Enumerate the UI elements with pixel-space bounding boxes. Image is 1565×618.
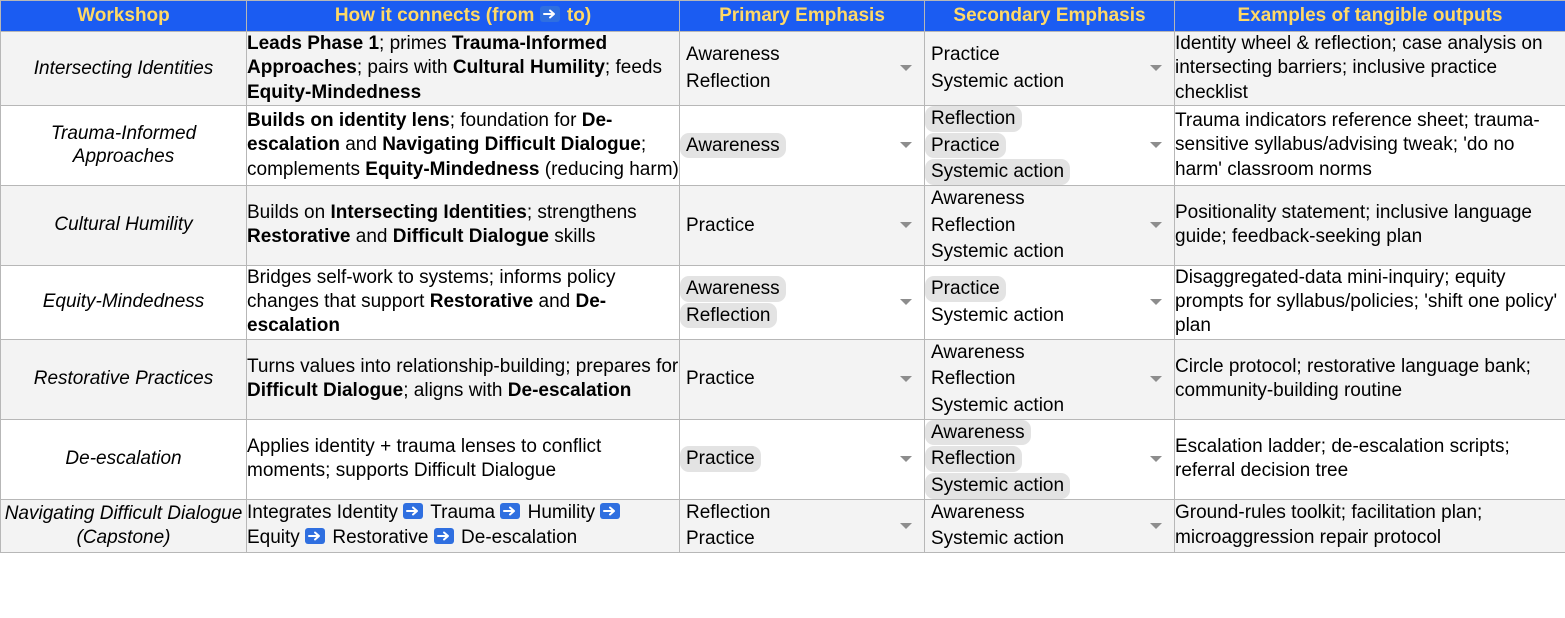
secondary-chip: Awareness [931, 341, 1025, 363]
secondary-chip: Systemic action [931, 304, 1065, 326]
cell-tangible-outputs: Escalation ladder; de-escalation scripts; referral decision tree [1175, 419, 1565, 499]
secondary-chip: Awareness [931, 187, 1025, 209]
column-header-how-it-connects-label: How it connects (from to) [334, 5, 592, 26]
primary-chip: Reflection [686, 501, 771, 523]
cell-primary-emphasis[interactable] [680, 105, 925, 185]
secondary-chip-list [925, 276, 1174, 328]
primary-chip: Practice [680, 446, 761, 472]
primary-chip-list [680, 213, 924, 239]
table-header [1, 1, 1565, 32]
secondary-chip: Awareness [931, 501, 1025, 523]
secondary-chip: Systemic action [925, 159, 1070, 185]
right-arrow-icon [403, 502, 425, 521]
column-header-examples-outputs: Examples of tangible outputs [1175, 1, 1565, 32]
cell-how-it-connects: Leads Phase 1; primes Trauma-Informed Approaches; pairs with Cultural Humility; feeds Equity-Mindedness [247, 32, 680, 106]
primary-chip-list [680, 446, 924, 472]
cell-workshop-name: Trauma-Informed Approaches [1, 105, 247, 185]
cell-primary-emphasis[interactable] [680, 185, 925, 265]
chevron-down-icon[interactable] [900, 523, 912, 529]
chevron-down-icon[interactable] [900, 299, 912, 305]
cell-secondary-emphasis[interactable] [925, 265, 1175, 339]
secondary-chip: Systemic action [931, 241, 1065, 263]
cell-secondary-emphasis[interactable] [925, 185, 1175, 265]
cell-secondary-emphasis[interactable] [925, 419, 1175, 499]
cell-tangible-outputs: Circle protocol; restorative language bank; community-building routine [1175, 339, 1565, 419]
primary-chip-list [680, 500, 924, 552]
header-row [1, 1, 1565, 32]
cell-tangible-outputs: Positionality statement; inclusive language guide; feedback-seeking plan [1175, 185, 1565, 265]
cell-primary-emphasis[interactable] [680, 419, 925, 499]
cell-primary-emphasis[interactable] [680, 339, 925, 419]
primary-chip: Practice [686, 368, 755, 390]
cell-how-it-connects: Builds on identity lens; foundation for De-escalation and Navigating Difficult Dialogue; complements Equity-Mindedness (reducing harm) [247, 105, 680, 185]
cell-tangible-outputs: Trauma indicators reference sheet; trauma-sensitive syllabus/advising tweak; 'do no harm' classroom norms [1175, 105, 1565, 185]
chevron-down-icon[interactable] [1150, 299, 1162, 305]
cell-secondary-emphasis[interactable] [925, 105, 1175, 185]
secondary-chip-list [925, 42, 1174, 94]
primary-chip-list [680, 366, 924, 392]
secondary-chip-list [925, 106, 1174, 185]
secondary-chip-list [925, 420, 1174, 499]
cell-primary-emphasis[interactable] [680, 265, 925, 339]
chevron-down-icon[interactable] [900, 376, 912, 382]
column-header-workshop: Workshop [1, 1, 247, 32]
primary-chip: Practice [686, 214, 755, 236]
chevron-down-icon[interactable] [1150, 65, 1162, 71]
cell-workshop-name: Intersecting Identities [1, 32, 247, 106]
secondary-chip: Practice [925, 276, 1006, 302]
table-row [1, 339, 1565, 419]
primary-chip: Reflection [686, 70, 771, 92]
primary-chip-list [680, 133, 924, 159]
cell-workshop-name: Cultural Humility [1, 185, 247, 265]
secondary-chip: Practice [931, 44, 1000, 66]
table-row [1, 105, 1565, 185]
secondary-chip: Systemic action [931, 528, 1065, 550]
cell-tangible-outputs: Ground-rules toolkit; facilitation plan; microaggression repair protocol [1175, 499, 1565, 552]
secondary-chip: Reflection [931, 368, 1016, 390]
column-header-secondary-emphasis: Secondary Emphasis [925, 1, 1175, 32]
table-row [1, 419, 1565, 499]
column-header-how-it-connects [247, 1, 680, 32]
secondary-chip-list [925, 500, 1174, 552]
cell-secondary-emphasis[interactable] [925, 339, 1175, 419]
primary-chip: Practice [686, 528, 755, 550]
secondary-chip: Awareness [925, 420, 1031, 446]
secondary-chip: Practice [925, 133, 1006, 159]
primary-chip: Awareness [686, 44, 780, 66]
chevron-down-icon[interactable] [1150, 376, 1162, 382]
right-arrow-icon [500, 502, 522, 521]
secondary-chip-list [925, 340, 1174, 419]
cell-how-it-connects: Applies identity + trauma lenses to conflict moments; supports Difficult Dialogue [247, 419, 680, 499]
secondary-chip: Reflection [925, 106, 1022, 132]
column-header-primary-emphasis: Primary Emphasis [680, 1, 925, 32]
cell-primary-emphasis[interactable] [680, 32, 925, 106]
secondary-chip: Reflection [925, 446, 1022, 472]
chevron-down-icon[interactable] [1150, 222, 1162, 228]
right-arrow-icon [600, 502, 622, 521]
primary-chip: Reflection [680, 303, 777, 329]
cell-secondary-emphasis[interactable] [925, 32, 1175, 106]
cell-primary-emphasis[interactable] [680, 499, 925, 552]
secondary-chip: Systemic action [931, 395, 1065, 416]
primary-chip: Awareness [680, 276, 786, 302]
right-arrow-icon [305, 527, 327, 546]
primary-chip-list [680, 276, 924, 328]
table-body [1, 32, 1565, 553]
chevron-down-icon[interactable] [900, 142, 912, 148]
secondary-chip-list [925, 186, 1174, 265]
cell-secondary-emphasis[interactable] [925, 499, 1175, 552]
chevron-down-icon[interactable] [900, 456, 912, 462]
table-row [1, 185, 1565, 265]
cell-workshop-name: De-escalation [1, 419, 247, 499]
right-arrow-icon [540, 5, 562, 24]
chevron-down-icon[interactable] [900, 65, 912, 71]
table-row [1, 499, 1565, 552]
cell-workshop-name: Restorative Practices [1, 339, 247, 419]
table-row [1, 265, 1565, 339]
right-arrow-icon [434, 527, 456, 546]
cell-tangible-outputs: Identity wheel & reflection; case analysis on intersecting barriers; inclusive practice checklist [1175, 32, 1565, 106]
cell-workshop-name: Navigating Difficult Dialogue (Capstone) [1, 499, 247, 552]
primary-chip: Awareness [680, 133, 786, 159]
primary-chip-list [680, 42, 924, 94]
cell-how-it-connects: Bridges self-work to systems; informs policy changes that support Restorative and De-escalation [247, 265, 680, 339]
secondary-chip: Reflection [931, 214, 1016, 236]
cell-how-it-connects: Integrates Identity Trauma Humility Equity Restorative De-escalation [247, 499, 680, 552]
chevron-down-icon[interactable] [900, 222, 912, 228]
cell-how-it-connects: Builds on Intersecting Identities; strengthens Restorative and Difficult Dialogue skills [247, 185, 680, 265]
chevron-down-icon[interactable] [1150, 142, 1162, 148]
cell-tangible-outputs: Disaggregated-data mini-inquiry; equity prompts for syllabus/policies; 'shift one policy' plan [1175, 265, 1565, 339]
secondary-chip: Systemic action [925, 473, 1070, 499]
chevron-down-icon[interactable] [1150, 456, 1162, 462]
cell-workshop-name: Equity-Mindedness [1, 265, 247, 339]
table-row [1, 32, 1565, 106]
secondary-chip: Systemic action [931, 70, 1065, 92]
chevron-down-icon[interactable] [1150, 523, 1162, 529]
cell-how-it-connects: Turns values into relationship-building; prepares for Difficult Dialogue; aligns with De-escalation [247, 339, 680, 419]
